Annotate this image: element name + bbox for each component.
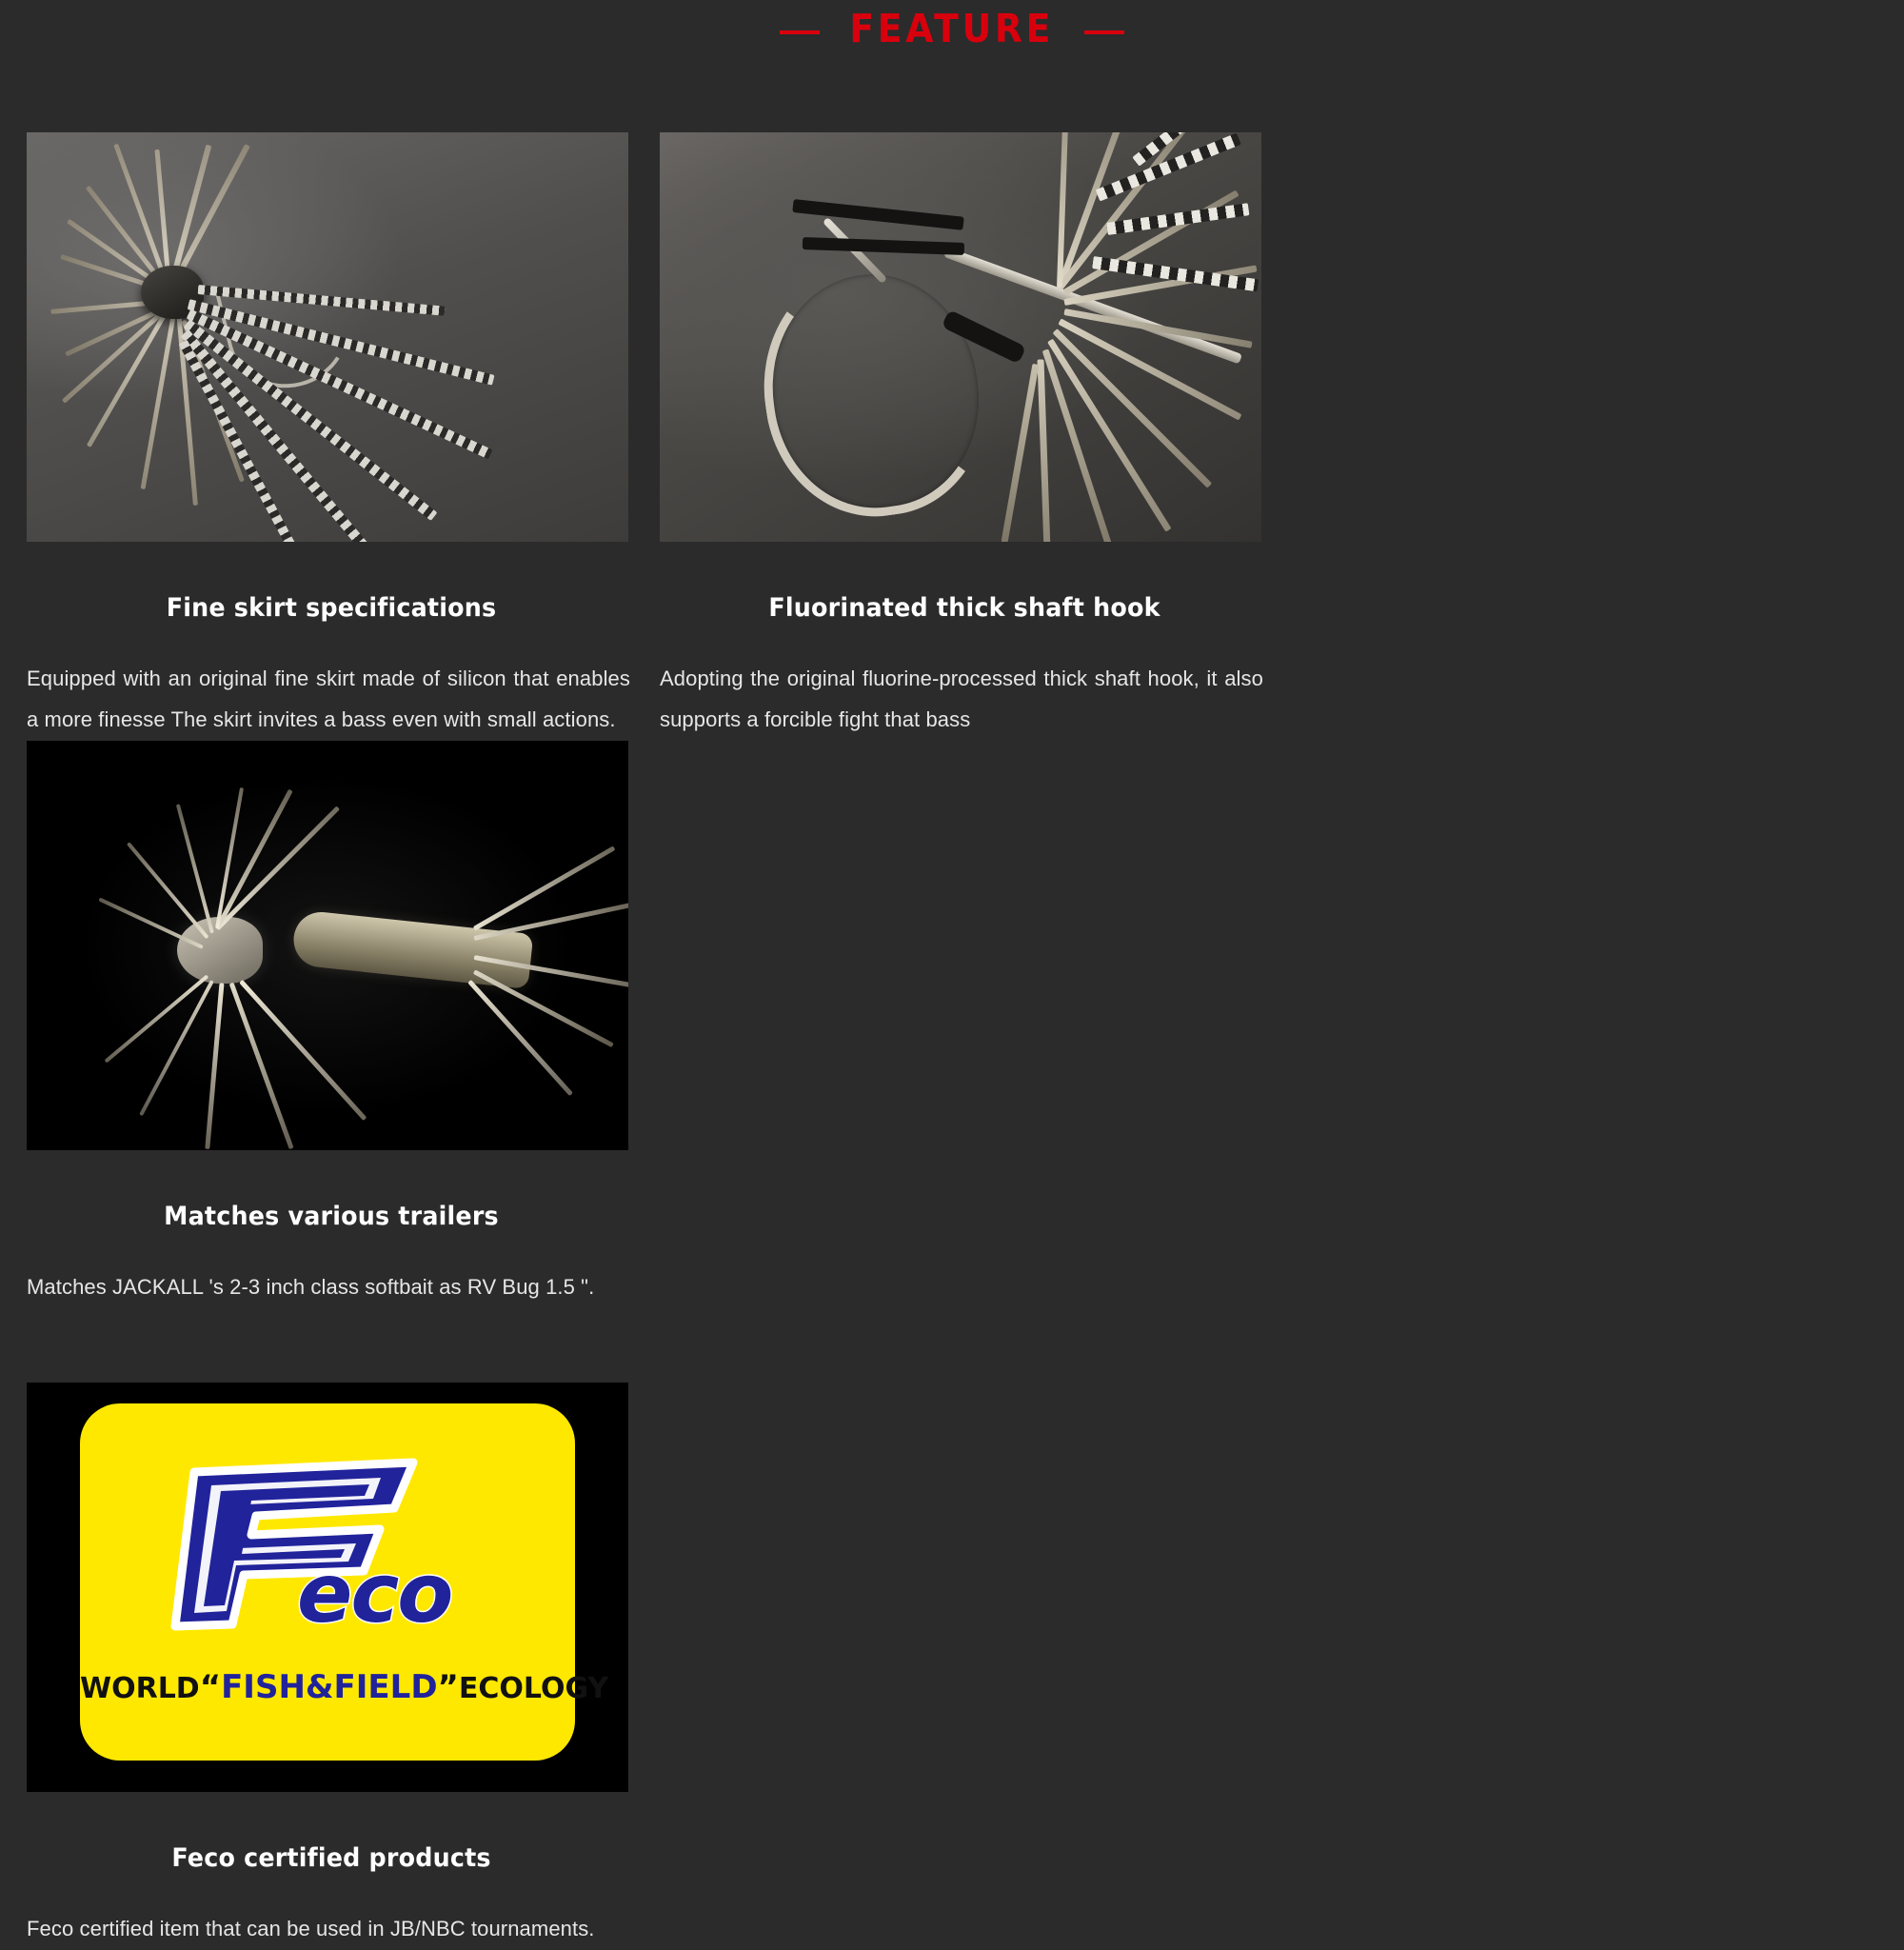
various-trailers-photo	[27, 741, 628, 1150]
feature-card	[27, 741, 636, 1308]
feature-description: Equipped with an original fine skirt made of silicon that enables a more finesse The skirt invites a bass even with small actions.	[27, 667, 630, 731]
fluorinated-hook-photo	[660, 132, 1261, 542]
feco-wordmark: eco	[297, 1545, 452, 1642]
feature-description: Matches JACKALL 's 2-3 inch class softbait as RV Bug 1.5 ".	[27, 1274, 595, 1299]
feco-slogan-prefix: WORLD	[80, 1671, 200, 1705]
page-title: FEATURE	[849, 6, 1055, 51]
heading-dash-right	[1084, 30, 1124, 34]
feco-logo-illustration	[27, 1383, 628, 1792]
feature-title: Matches various trailers	[164, 1201, 499, 1231]
feco-yellow-plate	[80, 1403, 609, 1761]
feature-card	[27, 1383, 636, 1950]
feco-slogan	[80, 1667, 609, 1706]
feco-slogan-quote-open: “	[199, 1667, 222, 1706]
feature-title: Fluorinated thick shaft hook	[768, 593, 1160, 624]
feco-logo-image	[27, 1383, 628, 1792]
feature-title: Fine skirt specifications	[166, 593, 497, 624]
feature-description: Adopting the original fluorine-processed thick shaft hook, it also supports a forcible fight that bass	[660, 667, 1263, 731]
feature-grid-row-2	[0, 1383, 1904, 1950]
feature-grid-row-1	[0, 132, 1904, 1308]
feco-slogan-quote-close: ”	[437, 1667, 459, 1706]
jig-trailer-illustration	[27, 741, 628, 1150]
fine-skirt-photo	[27, 132, 628, 542]
feature-title: Feco certified products	[171, 1842, 491, 1873]
feco-slogan-suffix: ECOLOGY	[458, 1671, 609, 1705]
feco-slogan-highlight: FISH&FIELD	[221, 1667, 438, 1706]
feature-description: Feco certified item that can be used in JB/NBC tournaments.	[27, 1916, 595, 1940]
fine-skirt-illustration	[27, 132, 628, 542]
heading-dash-left	[780, 30, 820, 34]
section-header	[0, 0, 1904, 50]
feature-card	[27, 132, 636, 741]
hook-bend-shape	[748, 251, 1002, 530]
feature-card	[660, 132, 1269, 741]
hook-illustration	[660, 132, 1261, 542]
soft-bait-trailer-shape	[291, 909, 534, 989]
